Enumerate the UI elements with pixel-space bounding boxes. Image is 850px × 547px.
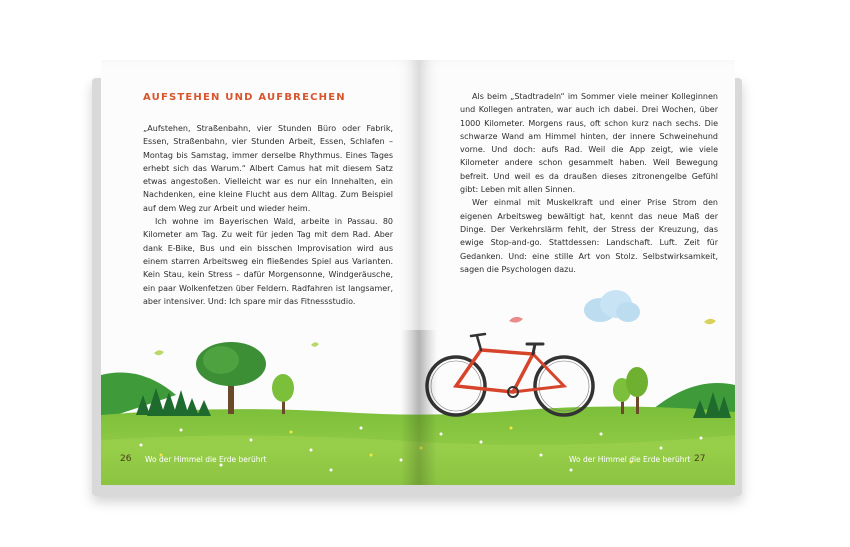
- page-number-right: 27: [694, 454, 706, 464]
- leaf-icon: [703, 316, 717, 328]
- left-page-text: [143, 122, 393, 308]
- paragraph: „Aufstehen, Straßenbahn, vier Stunden Büro oder Fabrik, Essen, Straßenbahn, vier Stunden Arbeit, Essen, Schlafen – Montag bis Samstag, immer derselbe Rhythmus. Eines Tages erhebt sich das Warum.“ Albert Camus hat mit diesem Satz etwas angestoßen. Vielleicht war es nur ein Innehalten, ein Nachdenken, eine kleine Flucht aus dem Alltag. Zum Beispiel auf dem Weg zur Arbeit und wieder heim.: [143, 124, 393, 213]
- bicycle: [427, 334, 593, 415]
- bird-icon: [507, 313, 525, 329]
- chapter-heading: AUFSTEHEN UND AUFBRECHEN: [143, 92, 346, 103]
- paragraph: Als beim „Stadtradeln“ im Sommer viele meiner Kolleginnen und Kollegen antraten, war auch ich dabei. Drei Wochen, über 1000 Kilometer. Morgens raus, oft schon kurz nach sechs. Die schwarze Wand am Himmel hinten, der innere Schweinehund vorne. Und doch: aufs Rad. Weil die App zeigt, wie viele Kilometer andere schon gesammelt haben. Weil Bewegung befreit. Und weil es da draußen dieses zitronengelbe Gefühl gibt: Leben mit allen Sinnen.: [460, 92, 718, 195]
- running-footer-right: Wo der Himmel die Erde berührt: [569, 455, 691, 464]
- small-tree: [272, 374, 294, 414]
- oak-tree: [196, 342, 266, 414]
- cloud-icon: [580, 286, 644, 326]
- page-number-left: 26: [120, 454, 132, 464]
- paragraph: Ich wohne im Bayerischen Wald, arbeite in Passau. 80 Kilometer am Tag. Zu weit für jeden Tag mit dem Rad. Aber dank E-Bike, Bus und ein bisschen Improvisation wird aus einem starren Arbeitsweg ein fließendes Spiel aus Varianten. Kein Stau, kein Stress – dafür Morgensonne, Windgeräusche, ein paar Wolkenfetzen über Feldern. Radfahren ist langsamer, aber intensiver. Und: Ich spare mir das Fitnessstudio.: [143, 217, 393, 306]
- right-page-text: [460, 90, 718, 276]
- leaf-icon: [153, 348, 165, 358]
- paragraph: Wer einmal mit Muskelkraft und einer Prise Strom den eigenen Arbeitsweg bewältigt hat, kennt das neue Maß der Dinge. Der Verkehrslärm fehlt, der Stress der Kreuzung, das ewige Stop-and-go. Stattdessen: Landschaft. Luft. Zeit für Gedanken. Und: eine stille Art von Stolz. Selbstwirksamkeit, sagen die Psychologen dazu.: [460, 198, 718, 274]
- running-footer-left: Wo der Himmel die Erde berührt: [145, 455, 267, 464]
- leaf-icon: [310, 340, 320, 350]
